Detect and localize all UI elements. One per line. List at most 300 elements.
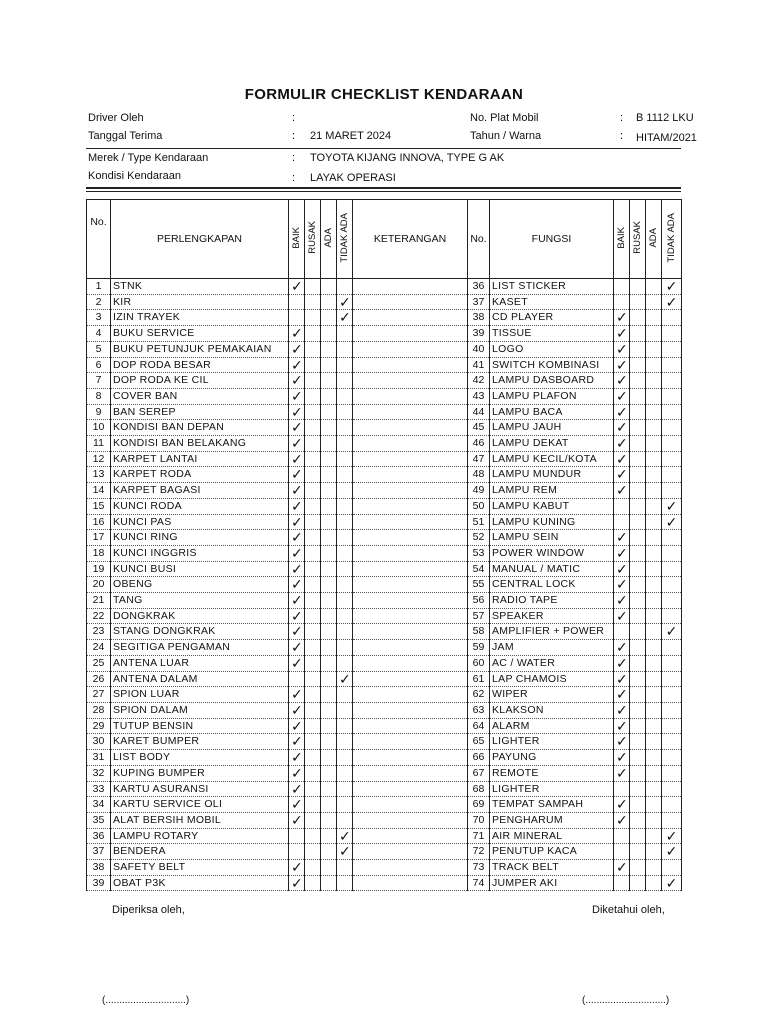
col-rusak-2-label: RUSAK bbox=[631, 221, 643, 254]
fungsi-check-rusak bbox=[630, 514, 646, 530]
fungsi-name: TISSUE bbox=[490, 326, 614, 342]
keterangan-cell bbox=[353, 467, 468, 483]
fungsi-number: 54 bbox=[468, 561, 490, 577]
table-row bbox=[87, 640, 682, 656]
col-baik-2-label: BAIK bbox=[615, 226, 627, 249]
check-rusak bbox=[305, 373, 321, 389]
fungsi-check-ada bbox=[646, 624, 662, 640]
check-tidak-ada: ✓ bbox=[337, 294, 353, 310]
check-baik: ✓ bbox=[289, 624, 305, 640]
item-number: 30 bbox=[87, 734, 111, 750]
fungsi-check-ada bbox=[646, 498, 662, 514]
check-rusak bbox=[305, 530, 321, 546]
check-ada bbox=[321, 545, 337, 561]
item-name: KUNCI PAS bbox=[111, 514, 289, 530]
fungsi-check-tidak-ada bbox=[662, 718, 682, 734]
check-ada bbox=[321, 828, 337, 844]
table-row bbox=[87, 294, 682, 310]
item-name: COVER BAN bbox=[111, 388, 289, 404]
check-tidak-ada bbox=[337, 781, 353, 797]
item-number: 36 bbox=[87, 828, 111, 844]
check-tidak-ada bbox=[337, 561, 353, 577]
check-tidak-ada bbox=[337, 451, 353, 467]
table-row bbox=[87, 593, 682, 609]
check-tidak-ada bbox=[337, 608, 353, 624]
fungsi-check-ada bbox=[646, 734, 662, 750]
check-ada bbox=[321, 844, 337, 860]
check-ada bbox=[321, 797, 337, 813]
check-rusak bbox=[305, 436, 321, 452]
item-name: OBAT P3K bbox=[111, 875, 289, 891]
check-rusak bbox=[305, 765, 321, 781]
fungsi-check-rusak bbox=[630, 530, 646, 546]
check-ada bbox=[321, 718, 337, 734]
check-rusak bbox=[305, 828, 321, 844]
item-name: OBENG bbox=[111, 577, 289, 593]
table-row bbox=[87, 451, 682, 467]
fungsi-check-rusak bbox=[630, 373, 646, 389]
item-number: 37 bbox=[87, 844, 111, 860]
fungsi-number: 52 bbox=[468, 530, 490, 546]
fungsi-check-tidak-ada: ✓ bbox=[662, 514, 682, 530]
item-name: KUNCI BUSI bbox=[111, 561, 289, 577]
driver-colon: : bbox=[292, 112, 296, 124]
keterangan-cell bbox=[353, 781, 468, 797]
fungsi-check-rusak bbox=[630, 640, 646, 656]
fungsi-check-tidak-ada bbox=[662, 467, 682, 483]
item-number: 10 bbox=[87, 420, 111, 436]
keterangan-cell bbox=[353, 860, 468, 876]
item-name: LIST BODY bbox=[111, 750, 289, 766]
table-row bbox=[87, 671, 682, 687]
item-name: BAN SEREP bbox=[111, 404, 289, 420]
fungsi-name: LIST STICKER bbox=[490, 279, 614, 295]
fungsi-check-rusak bbox=[630, 341, 646, 357]
item-number: 3 bbox=[87, 310, 111, 326]
tahun-colon: : bbox=[620, 130, 624, 142]
table-top-rule bbox=[86, 187, 681, 189]
keterangan-cell bbox=[353, 718, 468, 734]
fungsi-check-baik: ✓ bbox=[614, 797, 630, 813]
fungsi-check-baik: ✓ bbox=[614, 341, 630, 357]
fungsi-check-tidak-ada bbox=[662, 640, 682, 656]
fungsi-name: PENGHARUM bbox=[490, 812, 614, 828]
fungsi-check-tidak-ada: ✓ bbox=[662, 279, 682, 295]
fungsi-check-ada bbox=[646, 718, 662, 734]
item-number: 14 bbox=[87, 483, 111, 499]
col-tidak-ada-2 bbox=[662, 200, 682, 279]
fungsi-name: REMOTE bbox=[490, 765, 614, 781]
fungsi-check-baik: ✓ bbox=[614, 420, 630, 436]
item-number: 4 bbox=[87, 326, 111, 342]
check-baik: ✓ bbox=[289, 593, 305, 609]
tahun-value: HITAM/2021 bbox=[636, 132, 697, 144]
col-ada-2 bbox=[646, 200, 662, 279]
fungsi-check-ada bbox=[646, 797, 662, 813]
check-rusak bbox=[305, 357, 321, 373]
check-rusak bbox=[305, 561, 321, 577]
fungsi-check-ada bbox=[646, 404, 662, 420]
table-row bbox=[87, 373, 682, 389]
fungsi-check-rusak bbox=[630, 404, 646, 420]
check-ada bbox=[321, 373, 337, 389]
check-baik: ✓ bbox=[289, 765, 305, 781]
check-rusak bbox=[305, 655, 321, 671]
fungsi-name: LAMPU JAUH bbox=[490, 420, 614, 436]
item-name: KIR bbox=[111, 294, 289, 310]
keterangan-cell bbox=[353, 702, 468, 718]
fungsi-name: LAMPU MUNDUR bbox=[490, 467, 614, 483]
check-rusak bbox=[305, 420, 321, 436]
item-name: BENDERA bbox=[111, 844, 289, 860]
fungsi-check-rusak bbox=[630, 310, 646, 326]
col-baik-label: BAIK bbox=[290, 226, 302, 249]
fungsi-name: MANUAL / MATIC bbox=[490, 561, 614, 577]
check-tidak-ada bbox=[337, 577, 353, 593]
col-rusak bbox=[305, 200, 321, 279]
check-rusak bbox=[305, 341, 321, 357]
check-ada bbox=[321, 781, 337, 797]
fungsi-check-tidak-ada bbox=[662, 388, 682, 404]
item-number: 22 bbox=[87, 608, 111, 624]
fungsi-check-tidak-ada: ✓ bbox=[662, 875, 682, 891]
fungsi-check-baik: ✓ bbox=[614, 436, 630, 452]
check-tidak-ada bbox=[337, 530, 353, 546]
fungsi-check-tidak-ada bbox=[662, 608, 682, 624]
fungsi-name: CENTRAL LOCK bbox=[490, 577, 614, 593]
check-baik bbox=[289, 828, 305, 844]
col-keterangan: KETERANGAN bbox=[353, 200, 468, 279]
check-rusak bbox=[305, 702, 321, 718]
check-ada bbox=[321, 404, 337, 420]
fungsi-check-ada bbox=[646, 373, 662, 389]
fungsi-check-ada bbox=[646, 875, 662, 891]
fungsi-check-baik: ✓ bbox=[614, 860, 630, 876]
col-no-2: No. bbox=[468, 200, 490, 279]
fungsi-number: 57 bbox=[468, 608, 490, 624]
keterangan-cell bbox=[353, 608, 468, 624]
keterangan-cell bbox=[353, 875, 468, 891]
fungsi-number: 70 bbox=[468, 812, 490, 828]
check-tidak-ada bbox=[337, 750, 353, 766]
fungsi-name: LIGHTER bbox=[490, 734, 614, 750]
check-tidak-ada bbox=[337, 514, 353, 530]
fungsi-check-tidak-ada bbox=[662, 420, 682, 436]
check-rusak bbox=[305, 294, 321, 310]
fungsi-check-baik: ✓ bbox=[614, 483, 630, 499]
check-ada bbox=[321, 420, 337, 436]
fungsi-check-tidak-ada bbox=[662, 812, 682, 828]
check-rusak bbox=[305, 279, 321, 295]
keterangan-cell bbox=[353, 436, 468, 452]
fungsi-check-rusak bbox=[630, 436, 646, 452]
fungsi-number: 47 bbox=[468, 451, 490, 467]
item-name: BUKU PETUNJUK PEMAKAIAN bbox=[111, 341, 289, 357]
check-tidak-ada bbox=[337, 734, 353, 750]
table-row bbox=[87, 561, 682, 577]
fungsi-check-baik: ✓ bbox=[614, 608, 630, 624]
fungsi-check-baik: ✓ bbox=[614, 373, 630, 389]
keterangan-cell bbox=[353, 561, 468, 577]
table-row bbox=[87, 577, 682, 593]
check-tidak-ada bbox=[337, 279, 353, 295]
item-number: 32 bbox=[87, 765, 111, 781]
item-number: 2 bbox=[87, 294, 111, 310]
item-number: 20 bbox=[87, 577, 111, 593]
fungsi-check-baik bbox=[614, 279, 630, 295]
fungsi-check-baik: ✓ bbox=[614, 561, 630, 577]
check-rusak bbox=[305, 844, 321, 860]
fungsi-check-baik: ✓ bbox=[614, 812, 630, 828]
item-number: 13 bbox=[87, 467, 111, 483]
keterangan-cell bbox=[353, 593, 468, 609]
fungsi-number: 71 bbox=[468, 828, 490, 844]
fungsi-check-tidak-ada: ✓ bbox=[662, 624, 682, 640]
check-baik: ✓ bbox=[289, 860, 305, 876]
item-name: SAFETY BELT bbox=[111, 860, 289, 876]
fungsi-check-ada bbox=[646, 420, 662, 436]
fungsi-check-tidak-ada bbox=[662, 373, 682, 389]
fungsi-check-rusak bbox=[630, 844, 646, 860]
check-rusak bbox=[305, 624, 321, 640]
keterangan-cell bbox=[353, 640, 468, 656]
fungsi-check-tidak-ada: ✓ bbox=[662, 844, 682, 860]
col-baik bbox=[289, 200, 305, 279]
item-number: 35 bbox=[87, 812, 111, 828]
keterangan-cell bbox=[353, 765, 468, 781]
check-ada bbox=[321, 702, 337, 718]
fungsi-check-rusak bbox=[630, 812, 646, 828]
fungsi-check-tidak-ada bbox=[662, 483, 682, 499]
item-number: 5 bbox=[87, 341, 111, 357]
fungsi-number: 51 bbox=[468, 514, 490, 530]
table-row bbox=[87, 608, 682, 624]
diketahui-signature-line: (.............................) bbox=[582, 995, 670, 1006]
fungsi-check-rusak bbox=[630, 326, 646, 342]
keterangan-cell bbox=[353, 341, 468, 357]
fungsi-number: 46 bbox=[468, 436, 490, 452]
fungsi-check-ada bbox=[646, 577, 662, 593]
diperiksa-label: Diperiksa oleh, bbox=[112, 904, 185, 916]
check-baik bbox=[289, 310, 305, 326]
fungsi-check-rusak bbox=[630, 687, 646, 703]
check-ada bbox=[321, 326, 337, 342]
check-ada bbox=[321, 514, 337, 530]
fungsi-check-ada bbox=[646, 640, 662, 656]
fungsi-check-rusak bbox=[630, 388, 646, 404]
check-baik: ✓ bbox=[289, 467, 305, 483]
fungsi-number: 64 bbox=[468, 718, 490, 734]
table-row bbox=[87, 483, 682, 499]
fungsi-name: TRACK BELT bbox=[490, 860, 614, 876]
fungsi-check-tidak-ada bbox=[662, 797, 682, 813]
fungsi-name: WIPER bbox=[490, 687, 614, 703]
fungsi-check-ada bbox=[646, 388, 662, 404]
fungsi-check-tidak-ada bbox=[662, 702, 682, 718]
item-name: DOP RODA KE CIL bbox=[111, 373, 289, 389]
fungsi-check-ada bbox=[646, 530, 662, 546]
check-tidak-ada: ✓ bbox=[337, 310, 353, 326]
table-row bbox=[87, 404, 682, 420]
check-baik: ✓ bbox=[289, 608, 305, 624]
fungsi-check-rusak bbox=[630, 750, 646, 766]
keterangan-cell bbox=[353, 655, 468, 671]
table-row bbox=[87, 436, 682, 452]
fungsi-check-rusak bbox=[630, 702, 646, 718]
check-baik bbox=[289, 671, 305, 687]
fungsi-check-tidak-ada bbox=[662, 671, 682, 687]
check-ada bbox=[321, 279, 337, 295]
fungsi-check-ada bbox=[646, 765, 662, 781]
fungsi-check-baik: ✓ bbox=[614, 687, 630, 703]
fungsi-check-tidak-ada bbox=[662, 860, 682, 876]
fungsi-check-baik: ✓ bbox=[614, 388, 630, 404]
check-tidak-ada bbox=[337, 388, 353, 404]
keterangan-cell bbox=[353, 404, 468, 420]
check-tidak-ada bbox=[337, 357, 353, 373]
fungsi-check-tidak-ada bbox=[662, 765, 682, 781]
table-row bbox=[87, 750, 682, 766]
check-rusak bbox=[305, 545, 321, 561]
item-number: 11 bbox=[87, 436, 111, 452]
check-ada bbox=[321, 671, 337, 687]
header-divider bbox=[86, 148, 681, 149]
item-name: KUNCI INGGRIS bbox=[111, 545, 289, 561]
keterangan-cell bbox=[353, 812, 468, 828]
check-tidak-ada bbox=[337, 687, 353, 703]
table-row bbox=[87, 860, 682, 876]
fungsi-check-ada bbox=[646, 545, 662, 561]
fungsi-check-tidak-ada bbox=[662, 326, 682, 342]
fungsi-check-baik bbox=[614, 498, 630, 514]
check-baik: ✓ bbox=[289, 875, 305, 891]
check-baik: ✓ bbox=[289, 702, 305, 718]
check-ada bbox=[321, 436, 337, 452]
fungsi-name: AC / WATER bbox=[490, 655, 614, 671]
keterangan-cell bbox=[353, 483, 468, 499]
fungsi-check-tidak-ada bbox=[662, 545, 682, 561]
item-name: ANTENA DALAM bbox=[111, 671, 289, 687]
fungsi-check-rusak bbox=[630, 483, 646, 499]
fungsi-check-tidak-ada bbox=[662, 561, 682, 577]
table-row bbox=[87, 844, 682, 860]
table-row bbox=[87, 279, 682, 295]
item-name: KONDISI BAN BELAKANG bbox=[111, 436, 289, 452]
fungsi-name: LAMPU REM bbox=[490, 483, 614, 499]
table-row bbox=[87, 734, 682, 750]
plat-label: No. Plat Mobil bbox=[470, 112, 539, 124]
fungsi-name: LIGHTER bbox=[490, 781, 614, 797]
fungsi-name: LAMPU DASBOARD bbox=[490, 373, 614, 389]
fungsi-name: LAMPU KECIL/KOTA bbox=[490, 451, 614, 467]
fungsi-name: TEMPAT SAMPAH bbox=[490, 797, 614, 813]
fungsi-number: 60 bbox=[468, 655, 490, 671]
item-number: 15 bbox=[87, 498, 111, 514]
fungsi-check-rusak bbox=[630, 828, 646, 844]
fungsi-check-tidak-ada bbox=[662, 781, 682, 797]
kondisi-label: Kondisi Kendaraan bbox=[88, 170, 181, 182]
table-row bbox=[87, 765, 682, 781]
table-row bbox=[87, 498, 682, 514]
check-rusak bbox=[305, 671, 321, 687]
check-baik: ✓ bbox=[289, 483, 305, 499]
fungsi-check-ada bbox=[646, 860, 662, 876]
fungsi-name: AIR MINERAL bbox=[490, 828, 614, 844]
fungsi-check-tidak-ada bbox=[662, 687, 682, 703]
fungsi-check-ada bbox=[646, 750, 662, 766]
fungsi-check-ada bbox=[646, 608, 662, 624]
keterangan-cell bbox=[353, 357, 468, 373]
fungsi-check-baik: ✓ bbox=[614, 640, 630, 656]
check-ada bbox=[321, 341, 337, 357]
item-number: 33 bbox=[87, 781, 111, 797]
item-name: IZIN TRAYEK bbox=[111, 310, 289, 326]
check-baik: ✓ bbox=[289, 750, 305, 766]
check-baik: ✓ bbox=[289, 655, 305, 671]
item-number: 23 bbox=[87, 624, 111, 640]
merek-value: TOYOTA KIJANG INNOVA, TYPE G AK bbox=[310, 152, 505, 164]
check-baik: ✓ bbox=[289, 498, 305, 514]
item-name: KARPET LANTAI bbox=[111, 451, 289, 467]
keterangan-cell bbox=[353, 828, 468, 844]
item-name: TUTUP BENSIN bbox=[111, 718, 289, 734]
fungsi-check-tidak-ada bbox=[662, 341, 682, 357]
fungsi-check-rusak bbox=[630, 357, 646, 373]
check-tidak-ada bbox=[337, 373, 353, 389]
form-title: FORMULIR CHECKLIST KENDARAAN bbox=[244, 86, 524, 103]
fungsi-check-rusak bbox=[630, 655, 646, 671]
item-number: 8 bbox=[87, 388, 111, 404]
fungsi-check-rusak bbox=[630, 860, 646, 876]
check-ada bbox=[321, 294, 337, 310]
fungsi-check-tidak-ada bbox=[662, 734, 682, 750]
fungsi-number: 49 bbox=[468, 483, 490, 499]
check-tidak-ada bbox=[337, 420, 353, 436]
col-perlengkapan: PERLENGKAPAN bbox=[111, 200, 289, 279]
item-number: 9 bbox=[87, 404, 111, 420]
table-row bbox=[87, 702, 682, 718]
fungsi-number: 68 bbox=[468, 781, 490, 797]
item-name: DONGKRAK bbox=[111, 608, 289, 624]
fungsi-check-rusak bbox=[630, 671, 646, 687]
check-baik: ✓ bbox=[289, 436, 305, 452]
check-tidak-ada bbox=[337, 593, 353, 609]
item-name: ANTENA LUAR bbox=[111, 655, 289, 671]
fungsi-check-baik: ✓ bbox=[614, 467, 630, 483]
check-baik: ✓ bbox=[289, 812, 305, 828]
item-name: BUKU SERVICE bbox=[111, 326, 289, 342]
item-number: 31 bbox=[87, 750, 111, 766]
check-ada bbox=[321, 687, 337, 703]
fungsi-name: JAM bbox=[490, 640, 614, 656]
item-number: 34 bbox=[87, 797, 111, 813]
check-tidak-ada bbox=[337, 467, 353, 483]
item-name: STANG DONGKRAK bbox=[111, 624, 289, 640]
item-name: KARTU ASURANSI bbox=[111, 781, 289, 797]
fungsi-name: PENUTUP KACA bbox=[490, 844, 614, 860]
item-number: 25 bbox=[87, 655, 111, 671]
fungsi-check-tidak-ada: ✓ bbox=[662, 294, 682, 310]
check-rusak bbox=[305, 687, 321, 703]
item-number: 18 bbox=[87, 545, 111, 561]
item-name: KUNCI RING bbox=[111, 530, 289, 546]
fungsi-number: 74 bbox=[468, 875, 490, 891]
fungsi-check-ada bbox=[646, 781, 662, 797]
check-baik: ✓ bbox=[289, 577, 305, 593]
fungsi-name: LAMPU PLAFON bbox=[490, 388, 614, 404]
check-rusak bbox=[305, 875, 321, 891]
fungsi-check-ada bbox=[646, 279, 662, 295]
